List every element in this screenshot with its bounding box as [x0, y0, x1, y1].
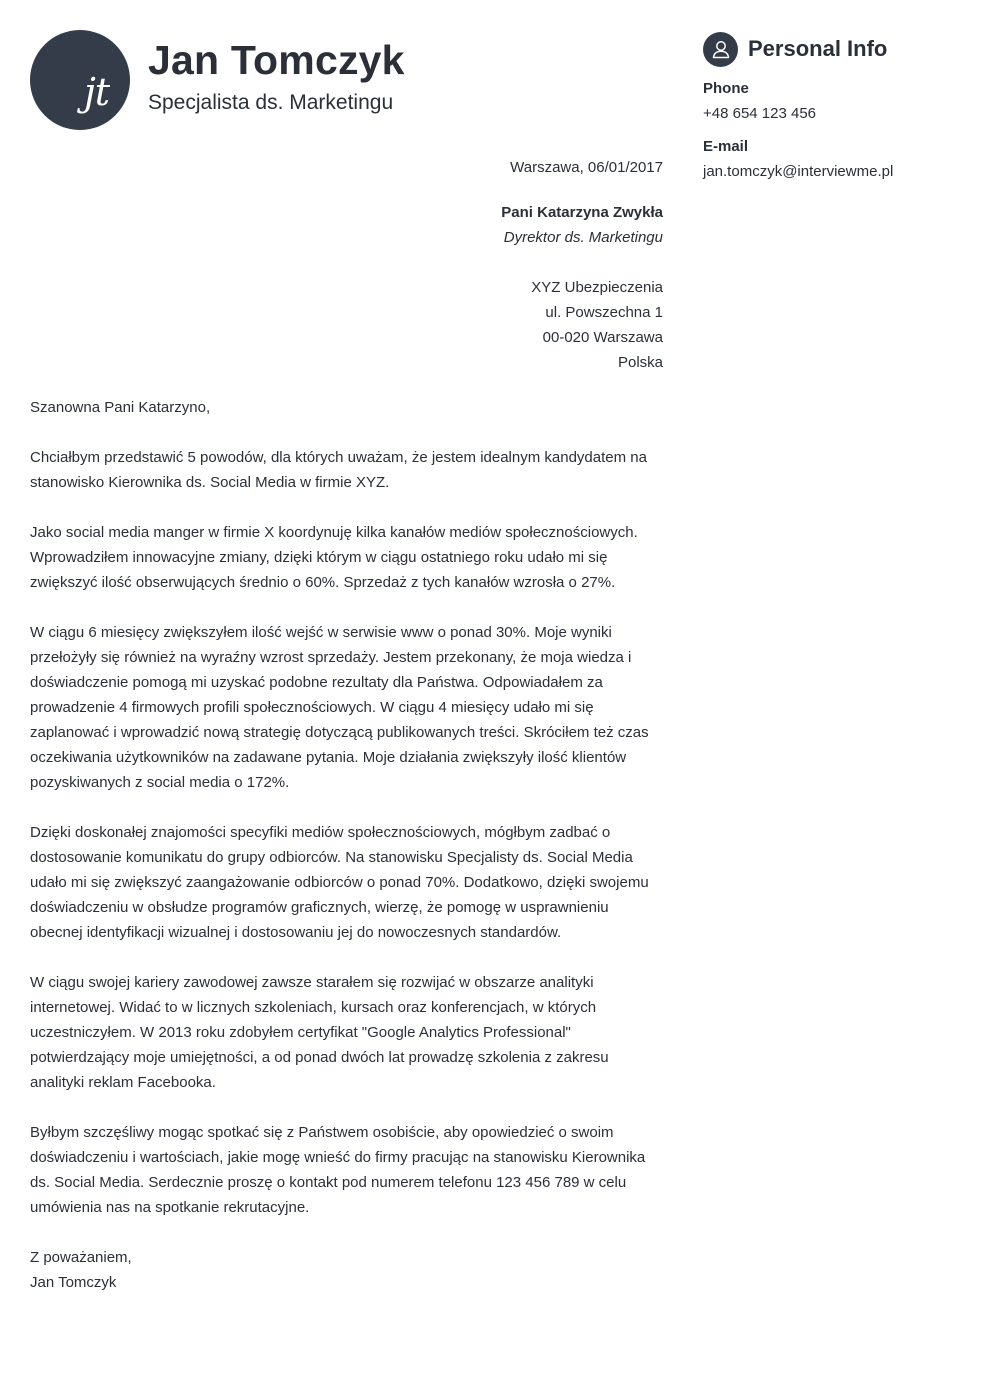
monogram-avatar: [30, 30, 130, 130]
place-date: Warszawa, 06/01/2017: [510, 159, 663, 176]
letter-paragraph: W ciągu 6 miesięcy zwiększyłem ilość wejść w serwisie www o ponad 30%. Moje wyniki przełożyły się również na wyraźny wzrost sprzedaży. Jestem przekonany, że moja wiedza i doświadczenie pomogą mi uzyskać podobne rezultaty dla Państwa. Odpowiadałem za prowadzenie 4 firmowych profili społecznościowych. W ciągu 4 miesięcy udało mi się zaplanować i wprowadzić nową strategię dotyczącą publikowanych treści. Skróciłem też czas oczekiwania użytkowników na zadawane pytania. Moje działania zwiększyły ilość klientów pozyskiwanych z social media o 172%.: [30, 624, 649, 791]
recipient: [30, 200, 663, 250]
address-line: XYZ Ubezpieczenia: [531, 279, 663, 296]
address-line: ul. Powszechna 1: [545, 304, 663, 321]
letter-paragraph: W ciągu swojej kariery zawodowej zawsze starałem się rozwijać w obszarze analityki internetowej. Widać to w licznych szkoleniach, kursach oraz konferencjach, w których uczestniczyłem. W 2013 roku zdobyłem certyfikat "Google Analytics Professional" potwierdzający moje umiejętności, a od ponad dwóch lat prowadzę szkolenia z zakresu analityki reklam Facebooka.: [30, 974, 609, 1091]
closing-phrase: Z poważaniem,: [30, 1249, 132, 1266]
sidebar-header: [703, 31, 963, 67]
salutation: Szanowna Pani Katarzyno,: [30, 399, 211, 416]
monogram-text: jt: [84, 70, 110, 114]
email-value: jan.tomczyk@interviewme.pl: [703, 163, 894, 180]
address-line: Polska: [617, 354, 663, 371]
letter-paragraph: Byłbym szczęśliwy mogąc spotkać się z Państwem osobiście, aby opowiedzieć o swoim doświadczeniu i wartościach, jakie mogę wnieść do firmy pracując na stanowisku Kierownika ds. Social Media. Serdecznie proszę o kontakt pod numerem telefonu 123 456 789 w celu umówienia nas na spotkanie rekrutacyjne.: [30, 1124, 646, 1216]
header-names: [148, 30, 405, 116]
recipient-role: Dyrektor ds. Marketingu: [503, 229, 663, 246]
letter-paragraph: Chciałbym przedstawić 5 powodów, dla których uważam, że jestem idealnym kandydatem na stanowisko Kierownika ds. Social Media w firmie XYZ.: [30, 449, 647, 491]
letter-paragraph: Jako social media manger w firmie X koordynuję kilka kanałów mediów społecznościowych. Wprowadziłem innowacyjne zmiany, dzięki którym w ciągu ostatniego roku udało mi się zwiększyć ilość obserwujących średnio o 60%. Sprzedaż z tych kanałów wzrosła o 27%.: [30, 524, 638, 591]
letter-paragraph: Dzięki doskonałej znajomości specyfiki mediów społecznościowych, mógłbym zadbać o dostosowanie komunikatu do grupy odbiorców. Na stanowisku Specjalisty ds. Social Media udało mi się zwiększyć zaangażowanie odbiorców o ponad 70%. Dodatkowo, dzięki swojemu doświadczeniu w obsłudze programów graficznych, wierzę, że pomogę w usprawnieniu obecnej identyfikacji wizualnej i dostosowaniu jej do nowoczesnych standardów.: [30, 824, 649, 941]
candidate-title: Specjalista ds. Marketingu: [148, 91, 394, 114]
sidebar-title: Personal Info: [748, 36, 888, 61]
letter-body: [30, 395, 663, 1295]
signature: Jan Tomczyk: [30, 1274, 117, 1291]
person-icon-glyph: [710, 38, 732, 60]
email-label: E-mail: [703, 138, 749, 155]
header: [30, 30, 663, 130]
letter-header-block: [30, 155, 663, 375]
letter-main: [30, 30, 663, 1295]
closing: [30, 1245, 663, 1295]
recipient-address: [30, 275, 663, 375]
recipient-name: Pani Katarzyna Zwykła: [501, 204, 663, 221]
sidebar: [703, 31, 963, 182]
candidate-name: Jan Tomczyk: [148, 37, 405, 83]
phone-value: +48 654 123 456: [703, 105, 817, 122]
phone-label: Phone: [703, 80, 749, 97]
person-icon: [703, 32, 738, 67]
address-line: 00-020 Warszawa: [542, 329, 663, 346]
